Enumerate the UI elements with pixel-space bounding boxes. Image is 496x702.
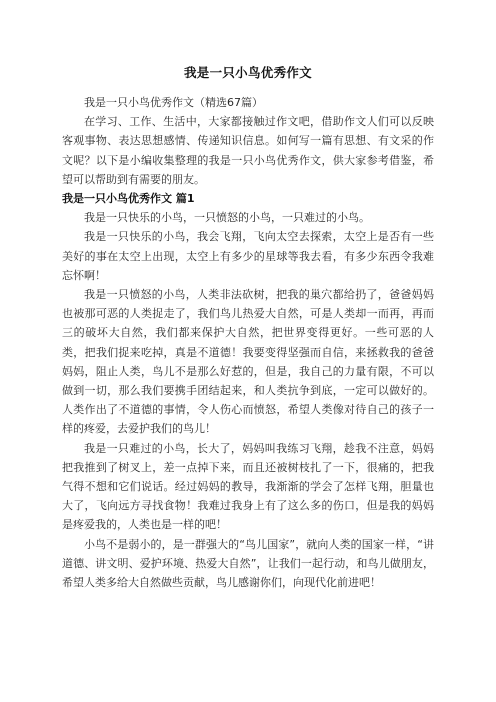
document-body bbox=[62, 93, 434, 592]
paragraph: 小鸟不是弱小的，是一群强大的“鸟儿国家”，就向人类的国家一样，“讲道德、讲文明、爱护环境、热爱大自然”，让我们一起行动，和鸟儿做朋友，希望人类多给大自然做些贡献，鸟儿感谢你们，向现代化前进吧！ bbox=[62, 537, 434, 590]
paragraph: 我是一只快乐的小鸟，我会飞翔，飞向太空去探索，太空上是否有一些美好的事在太空上出现，太空上有多少的星球等我去看，有多少东西令我难忘怀啊！ bbox=[62, 230, 434, 282]
paragraph: 我是一只小鸟优秀作文（精选67篇） bbox=[84, 96, 263, 109]
paragraph: 我是一只愤怒的小鸟，人类非法砍树，把我的巢穴都给扔了，爸爸妈妈也被那可恶的人类捉走了，我们鸟儿热爱大自然，可是人类却一而再，再而三的破坏大自然，我们都来保护大自然，把世界变得更好。一些可恶的人类，把我们捉来吃掉，真是不道德！我要变得坚强而自信，来拯救我的爸爸妈妈，阻止人类，鸟儿不是那么好惹的，但是，我自己的力量有限，不可以做到一切，那么我们要携手团结起来，和人类抗争到底，一定可以做好的。人类作出了不道德的事情，令人伤心而愤怒，希望人类像对待自己的孩子一样的疼爱，去爱护我们的鸟儿！ bbox=[62, 288, 434, 436]
paragraph: 在学习、工作、生活中，大家都接触过作文吧，借助作文人们可以反映客观事物、表达思想感情、传递知识信息。如何写一篇有思想、有文采的作文呢？以下是小编收集整理的我是一只小鸟优秀作文，供大家参考借鉴，希望可以帮助到有需要的朋友。 bbox=[62, 115, 434, 186]
paragraph: 我是一只快乐的小鸟，一只愤怒的小鸟，一只难过的小鸟。 bbox=[84, 211, 370, 225]
paragraph: 我是一只难过的小鸟，长大了，妈妈叫我练习飞翔，趁我不注意，妈妈把我推到了树叉上，差一点掉下来，而且还被树枝扎了一下，很痛的，把我气得不想和它们说话。经过妈妈的教导，我渐渐的学会了怎样飞翔，胆量也大了，飞向远方寻找食物！我难过我身上有了这么多的伤口，但是我的妈妈是疼爱我的，人类也是一样的吧！ bbox=[62, 441, 434, 532]
section-heading: 我是一只小鸟优秀作文 篇1 bbox=[62, 192, 195, 206]
document-title: 我是一只小鸟优秀作文 bbox=[183, 65, 312, 80]
